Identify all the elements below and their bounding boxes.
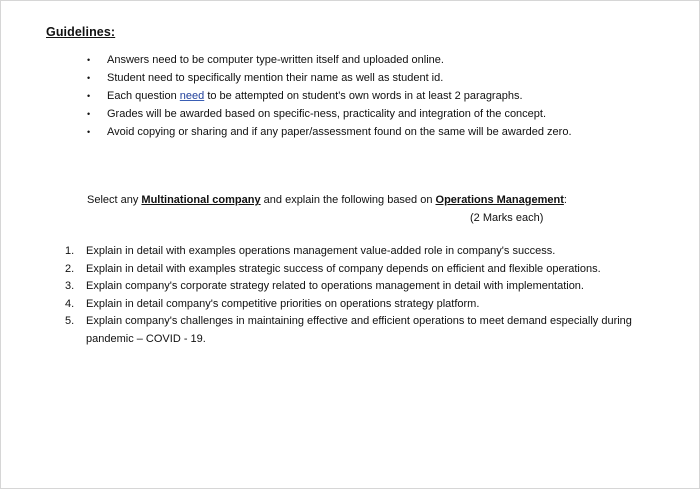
- guidelines-list: [87, 51, 572, 141]
- emphasis-operations-management: Operations Management: [435, 194, 564, 206]
- guidelines-heading-text: Guidelines: [46, 25, 111, 39]
- question-number: 1.: [65, 245, 75, 257]
- bullet-icon: •: [87, 73, 91, 83]
- question-text: Explain in detail with examples operations management value-added role in company's success.: [86, 245, 556, 257]
- instruction-mid: and explain the following based on: [260, 194, 436, 206]
- marks-note: (2 Marks each): [470, 212, 544, 224]
- question-number: 2.: [65, 262, 75, 275]
- bullet-icon: •: [87, 127, 91, 137]
- guideline-item: [87, 87, 572, 105]
- question-item: [65, 261, 646, 279]
- guideline-text: Answers need to be computer type-written itself and uploaded online.: [107, 54, 444, 66]
- question-text: Explain company's challenges in maintaining effective and efficient operations to meet demand especially during pandemic – COVID - 19.: [86, 315, 632, 345]
- guideline-text: Student need to specifically mention their name as well as student id.: [107, 72, 444, 84]
- question-item: [65, 313, 646, 348]
- guidelines-heading-colon: :: [110, 25, 116, 39]
- emphasis-multinational-company: Multinational company: [141, 194, 261, 206]
- bullet-icon: •: [87, 55, 91, 65]
- guideline-text-post: to be attempted on student's own words in at least 2 paragraphs.: [204, 90, 523, 102]
- guidelines-heading: [46, 25, 115, 39]
- guideline-text: Avoid copying or sharing and if any paper/assessment found on the same will be awarded zero.: [107, 126, 572, 138]
- bullet-icon: •: [87, 109, 91, 119]
- question-text: Explain in detail with examples strategic success of company depends on efficient and flexible operations.: [86, 262, 601, 275]
- question-item: [65, 243, 646, 261]
- guideline-item: [87, 105, 572, 123]
- guideline-text: Grades will be awarded based on specific-ness, practicality and integration of the concept.: [107, 108, 547, 120]
- question-number: 5.: [65, 315, 75, 327]
- question-text: Explain in detail company's competitive priorities on operations strategy platform.: [86, 297, 480, 310]
- guideline-text-pre: Each question: [107, 90, 180, 102]
- instruction-pre: Select any: [87, 194, 142, 206]
- bullet-icon: •: [87, 91, 91, 101]
- instruction-line: [87, 194, 567, 206]
- grammar-flagged-word: need: [179, 90, 205, 102]
- instruction-post: :: [563, 194, 567, 206]
- question-item: [65, 296, 646, 314]
- guideline-item: [87, 51, 572, 69]
- question-number: 3.: [65, 280, 75, 292]
- question-number: 4.: [65, 297, 75, 310]
- guideline-item: [87, 69, 572, 87]
- question-item: [65, 278, 646, 296]
- questions-list: [65, 243, 646, 348]
- question-text: Explain company's corporate strategy related to operations management in detail with implementation.: [86, 280, 584, 292]
- guideline-item: [87, 123, 572, 141]
